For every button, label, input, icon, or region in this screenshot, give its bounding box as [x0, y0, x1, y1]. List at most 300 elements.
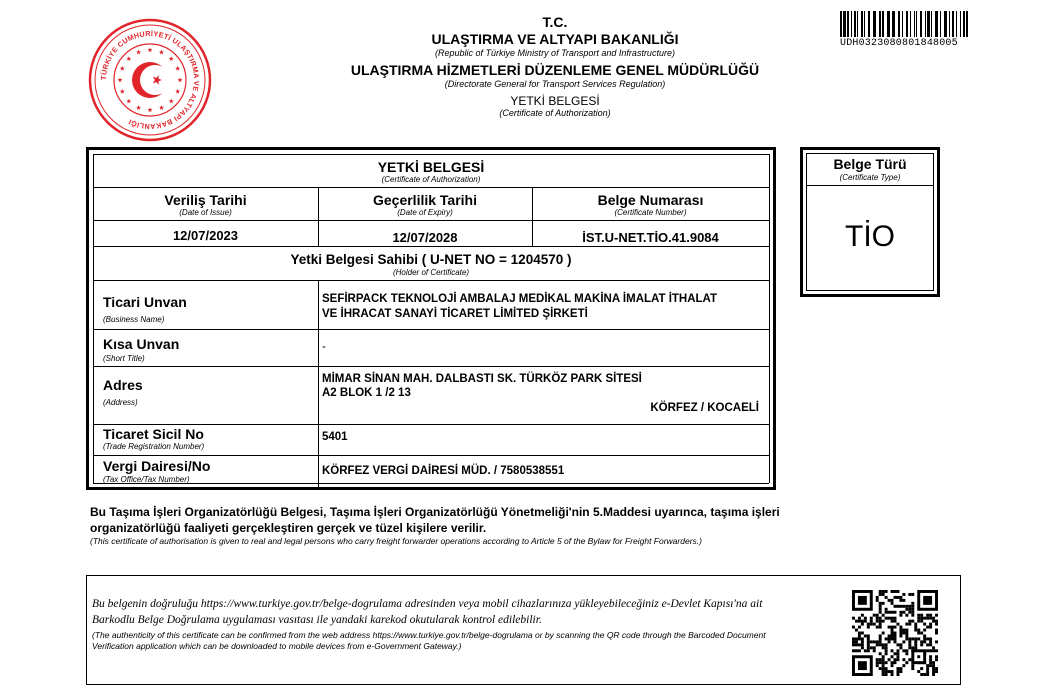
qr-module: [882, 643, 885, 646]
barcode-bar: [910, 11, 911, 37]
qr-module: [935, 667, 938, 670]
legal-paragraph-en: (This certificate of authorisation is given to real and legal persons who carry freight forwarder operations according to Article 5 of the Bylaw for Freight Forwarders.): [90, 536, 702, 546]
qr-module: [879, 634, 882, 637]
qr-module: [929, 626, 932, 629]
qr-module: [888, 634, 891, 637]
qr-module: [885, 667, 888, 670]
tax-office-value: KÖRFEZ VERGİ DAİRESİ MÜD. / 7580538551: [322, 465, 565, 477]
barcode-bar: [914, 11, 915, 37]
barcode-bar: [927, 11, 930, 37]
barcode-bar: [949, 11, 950, 37]
qr-module: [873, 646, 876, 649]
qr-module: [920, 673, 923, 676]
barcode-bar: [873, 11, 876, 37]
qr-module: [932, 620, 935, 623]
qr-module: [935, 658, 938, 661]
qr-module: [929, 617, 932, 620]
qr-module: [882, 655, 885, 658]
qr-module: [899, 614, 902, 617]
holder-label-en: (Holder of Certificate): [392, 268, 470, 277]
directorate-title: ULAŞTIRMA HİZMETLERİ DÜZENLEME GENEL MÜDÜRLÜĞÜ: [350, 62, 760, 79]
qr-module: [911, 593, 914, 596]
qr-module: [876, 658, 879, 661]
qr-module: [894, 617, 897, 620]
qr-module: [935, 632, 938, 635]
qr-module: [879, 643, 882, 646]
qr-module: [861, 623, 864, 626]
barcode-bar: [944, 11, 947, 37]
qr-module: [882, 614, 885, 617]
document-title: YETKİ BELGESİ: [510, 93, 600, 108]
certificate-table: [86, 147, 776, 490]
qr-module: [917, 655, 920, 658]
barcode-bar: [960, 11, 961, 37]
qr-module: [905, 652, 908, 655]
qr-module: [899, 667, 902, 670]
qr-module: [896, 590, 899, 593]
qr-module: [879, 661, 882, 664]
qr-module: [861, 640, 864, 643]
document-barcode: [840, 11, 970, 37]
qr-module: [920, 640, 923, 643]
qr-module: [926, 637, 929, 640]
qr-module: [899, 605, 902, 608]
qr-module: [879, 637, 882, 640]
qr-module: [879, 605, 882, 608]
barcode-bar: [864, 11, 865, 37]
qr-module: [914, 640, 917, 643]
qr-module: [879, 602, 882, 605]
barcode-bar: [916, 11, 917, 37]
qr-module: [896, 667, 899, 670]
ministry-seal: [88, 18, 212, 142]
qr-module: [891, 629, 894, 632]
qr-module: [864, 617, 867, 620]
qr-module: [885, 617, 888, 620]
document-header: [300, 14, 810, 119]
qr-module: [894, 590, 897, 593]
qr-module: [905, 637, 908, 640]
qr-module: [917, 629, 920, 632]
qr-module: [882, 667, 885, 670]
qr-module: [891, 649, 894, 652]
qr-module: [932, 667, 935, 670]
qr-module: [896, 655, 899, 658]
trade-registration-label: Ticaret Sicil No: [103, 426, 204, 442]
barcode-bar: [902, 11, 903, 37]
qr-module: [929, 661, 932, 664]
holder-label: Yetki Belgesi Sahibi ( U-NET NO = 1204570 ): [290, 252, 572, 267]
qr-module: [888, 637, 891, 640]
qr-module: [905, 649, 908, 652]
table-divider: [93, 366, 769, 367]
seal-star: [148, 107, 153, 112]
barcode-bar: [952, 11, 954, 37]
qr-module: [896, 623, 899, 626]
qr-module: [852, 617, 855, 620]
business-name-line1: SEFİRPACK TEKNOLOJİ AMBALAJ MEDİKAL MAKİNA İMALAT İTHALAT: [322, 293, 718, 305]
qr-module: [896, 673, 899, 676]
qr-module: [929, 643, 932, 646]
qr-module: [926, 614, 929, 617]
qr-module: [858, 632, 861, 635]
qr-module: [867, 626, 870, 629]
barcode-bar: [966, 11, 968, 37]
qr-module: [902, 611, 905, 614]
barcode-bar: [898, 11, 900, 37]
qr-module: [894, 652, 897, 655]
qr-module: [867, 634, 870, 637]
qr-module: [885, 596, 888, 599]
short-title-label-en: (Short Title): [103, 354, 145, 363]
certificate-number: İST.U-NET.TİO.41.9084: [582, 230, 719, 245]
qr-module: [935, 614, 938, 617]
qr-module: [899, 646, 902, 649]
table-divider: [93, 455, 769, 456]
qr-module: [917, 637, 920, 640]
qr-module: [896, 605, 899, 608]
qr-module: [855, 637, 858, 640]
qr-module: [923, 617, 926, 620]
qr-module: [885, 652, 888, 655]
barcode-bar: [868, 11, 870, 37]
qr-module: [932, 646, 935, 649]
qr-module: [911, 605, 914, 608]
qr-module: [882, 620, 885, 623]
qr-module: [905, 661, 908, 664]
qr-module: [902, 599, 905, 602]
qr-module: [858, 634, 861, 637]
qr-module: [920, 632, 923, 635]
short-title-value: -: [322, 341, 326, 353]
qr-module: [899, 643, 902, 646]
qr-module: [908, 637, 911, 640]
qr-module: [870, 623, 873, 626]
qr-module: [861, 632, 864, 635]
qr-module: [926, 673, 929, 676]
qr-module: [852, 637, 855, 640]
qr-module: [911, 667, 914, 670]
qr-module: [876, 664, 879, 667]
seal-star: [126, 56, 131, 61]
qr-module: [929, 655, 932, 658]
qr-module: [894, 626, 897, 629]
table-border: [93, 483, 769, 484]
qr-module: [885, 673, 888, 676]
business-name-label: Ticari Unvan: [103, 294, 187, 310]
qr-module: [929, 623, 932, 626]
issue-date-label: Veriliş Tarihi: [164, 192, 247, 208]
qr-module: [908, 608, 911, 611]
qr-module: [911, 602, 914, 605]
qr-module: [879, 626, 882, 629]
qr-module: [932, 617, 935, 620]
qr-module: [917, 620, 920, 623]
qr-module: [879, 593, 882, 596]
qr-module: [902, 629, 905, 632]
qr-module: [870, 640, 873, 643]
qr-module: [876, 640, 879, 643]
qr-module: [858, 617, 861, 620]
qr-module: [935, 649, 938, 652]
seal-star: [120, 66, 125, 71]
table-border: [769, 154, 770, 483]
qr-module: [911, 611, 914, 614]
qr-module: [858, 620, 861, 623]
verification-text-en: (The authenticity of this certificate can be confirmed from the web address https://www.turkiye.gov.tr/belge-dogrulama or by scanning the QR code through the Barcoded Document Verification application which can be downloaded to mobile devices from e-Government Gateway.): [92, 630, 766, 652]
qr-module: [923, 640, 926, 643]
qr-module: [929, 640, 932, 643]
qr-module: [861, 646, 864, 649]
qr-module: [914, 623, 917, 626]
qr-module: [926, 649, 929, 652]
qr-module: [876, 620, 879, 623]
qr-module: [926, 667, 929, 670]
qr-code[interactable]: [852, 590, 938, 676]
qr-module: [891, 590, 894, 593]
qr-module: [879, 611, 882, 614]
barcode-bar: [940, 11, 941, 37]
qr-module: [908, 623, 911, 626]
barcode-bar: [861, 11, 863, 37]
qr-module: [879, 667, 882, 670]
qr-module: [858, 637, 861, 640]
barcode-number: UDH0323080801848005: [840, 38, 958, 49]
qr-module: [855, 620, 858, 623]
qr-module: [882, 602, 885, 605]
barcode-bar: [935, 11, 938, 37]
qr-module: [932, 661, 935, 664]
qr-module: [873, 640, 876, 643]
qr-module: [894, 596, 897, 599]
qr-module: [926, 670, 929, 673]
qr-module: [852, 649, 855, 652]
qr-module: [929, 614, 932, 617]
ministry-title: ULAŞTIRMA VE ALTYAPI BAKANLIĞI: [431, 30, 679, 47]
qr-module: [891, 634, 894, 637]
qr-module: [911, 664, 914, 667]
seal-star: [159, 105, 164, 110]
qr-module: [914, 629, 917, 632]
qr-module: [870, 617, 873, 620]
qr-module: [902, 605, 905, 608]
qr-module: [891, 626, 894, 629]
qr-module: [882, 646, 885, 649]
qr-module: [876, 643, 879, 646]
qr-module: [908, 646, 911, 649]
qr-module: [885, 608, 888, 611]
trade-registration-value: 5401: [322, 431, 348, 443]
table-divider: [93, 246, 769, 247]
qr-module: [879, 590, 882, 593]
qr-module: [885, 590, 888, 593]
barcode-bar: [931, 11, 932, 37]
expiry-date: 12/07/2028: [392, 230, 458, 245]
qr-module: [920, 620, 923, 623]
qr-module: [920, 614, 923, 617]
barcode-bar: [887, 11, 890, 37]
qr-module: [923, 637, 926, 640]
certificate-type-label: Belge Türü: [833, 156, 907, 172]
qr-module: [882, 590, 885, 593]
qr-module: [899, 634, 902, 637]
qr-module: [891, 637, 894, 640]
qr-module: [885, 637, 888, 640]
qr-module: [879, 617, 882, 620]
qr-module: [920, 643, 923, 646]
qr-module: [891, 655, 894, 658]
qr-module: [914, 637, 917, 640]
qr-module: [864, 620, 867, 623]
certificate-number-label-en: (Certificate Number): [614, 208, 687, 217]
seal-star: [178, 77, 183, 82]
qr-module: [882, 661, 885, 664]
qr-module: [899, 670, 902, 673]
qr-module: [899, 629, 902, 632]
qr-module: [861, 637, 864, 640]
seal-star: [175, 66, 180, 71]
qr-module: [926, 643, 929, 646]
qr-module: [935, 655, 938, 658]
qr-module: [902, 632, 905, 635]
qr-module: [923, 596, 932, 605]
barcode-bar: [920, 11, 922, 37]
qr-module: [917, 670, 920, 673]
qr-module: [911, 608, 914, 611]
qr-module: [899, 596, 902, 599]
table-divider: [93, 280, 769, 281]
seal-star: [120, 89, 125, 94]
qr-module: [891, 661, 894, 664]
qr-module: [861, 620, 864, 623]
table-divider: [93, 329, 769, 330]
qr-module: [885, 661, 888, 664]
address-city: KÖRFEZ / KOCAELİ: [650, 402, 759, 414]
address-line1: MİMAR SİNAN MAH. DALBASTI SK. TÜRKÖZ PARK SİTESİ: [322, 373, 642, 385]
country-title: T.C.: [542, 14, 568, 30]
qr-module: [905, 608, 908, 611]
qr-module: [867, 623, 870, 626]
qr-module: [876, 596, 879, 599]
qr-module: [914, 626, 917, 629]
qr-module: [882, 664, 885, 667]
qr-module: [932, 673, 935, 676]
qr-module: [902, 640, 905, 643]
qr-module: [891, 632, 894, 635]
seal-star: [136, 50, 141, 55]
qr-module: [911, 646, 914, 649]
qr-module: [879, 620, 882, 623]
qr-module: [894, 620, 897, 623]
qr-module: [867, 640, 870, 643]
qr-module: [920, 667, 923, 670]
qr-module: [879, 608, 882, 611]
qr-module: [888, 599, 891, 602]
qr-module: [867, 646, 870, 649]
seal-star: [148, 47, 153, 52]
qr-module: [917, 617, 920, 620]
qr-module: [905, 614, 908, 617]
qr-module: [879, 640, 882, 643]
qr-module: [882, 673, 885, 676]
expiry-date-label: Geçerlilik Tarihi: [372, 192, 477, 208]
barcode-bar: [840, 11, 842, 37]
qr-module: [899, 626, 902, 629]
seal-star: [159, 50, 164, 55]
seal-star: [169, 99, 174, 104]
document-title-en: (Certificate of Authorization): [499, 108, 611, 119]
certificate-type-box: [800, 147, 940, 297]
qr-module: [894, 632, 897, 635]
table-divider: [93, 424, 769, 425]
qr-module: [905, 629, 908, 632]
qr-module: [908, 658, 911, 661]
qr-module: [885, 643, 888, 646]
qr-module: [902, 649, 905, 652]
barcode-bar: [956, 11, 957, 37]
qr-module: [932, 649, 935, 652]
qr-module: [885, 611, 888, 614]
barcode-bar: [879, 11, 881, 37]
qr-module: [855, 629, 858, 632]
qr-module: [867, 643, 870, 646]
qr-module: [894, 658, 897, 661]
seal-star: [126, 99, 131, 104]
qr-module: [882, 632, 885, 635]
seal-star: [118, 77, 123, 82]
qr-module: [911, 637, 914, 640]
qr-module: [923, 634, 926, 637]
seal-star: [169, 56, 174, 61]
qr-module: [914, 646, 917, 649]
qr-module: [908, 611, 911, 614]
qr-module: [896, 652, 899, 655]
qr-module: [870, 646, 873, 649]
qr-module: [926, 626, 929, 629]
qr-module: [905, 605, 908, 608]
qr-module: [894, 661, 897, 664]
qr-module: [888, 640, 891, 643]
qr-module: [852, 626, 855, 629]
seal-star: [175, 89, 180, 94]
qr-module: [888, 611, 891, 614]
qr-module: [888, 670, 891, 673]
qr-module: [935, 640, 938, 643]
qr-module: [864, 649, 867, 652]
qr-module: [876, 626, 879, 629]
qr-module: [876, 599, 879, 602]
qr-module: [882, 658, 885, 661]
qr-module: [882, 593, 885, 596]
qr-module: [899, 599, 902, 602]
qr-module: [908, 640, 911, 643]
qr-module: [917, 614, 920, 617]
address-label-en: (Address): [103, 398, 138, 407]
qr-module: [935, 670, 938, 673]
barcode-bar: [857, 11, 858, 37]
qr-module: [920, 617, 923, 620]
short-title-label: Kısa Unvan: [103, 336, 180, 352]
qr-module: [891, 617, 894, 620]
qr-module: [858, 626, 861, 629]
barcode-bar: [843, 11, 846, 37]
issue-date-label-en: (Date of Issue): [179, 208, 232, 217]
qr-module: [855, 640, 858, 643]
qr-module: [932, 664, 935, 667]
table-divider: [318, 280, 319, 487]
qr-module: [896, 596, 899, 599]
qr-module: [891, 673, 894, 676]
